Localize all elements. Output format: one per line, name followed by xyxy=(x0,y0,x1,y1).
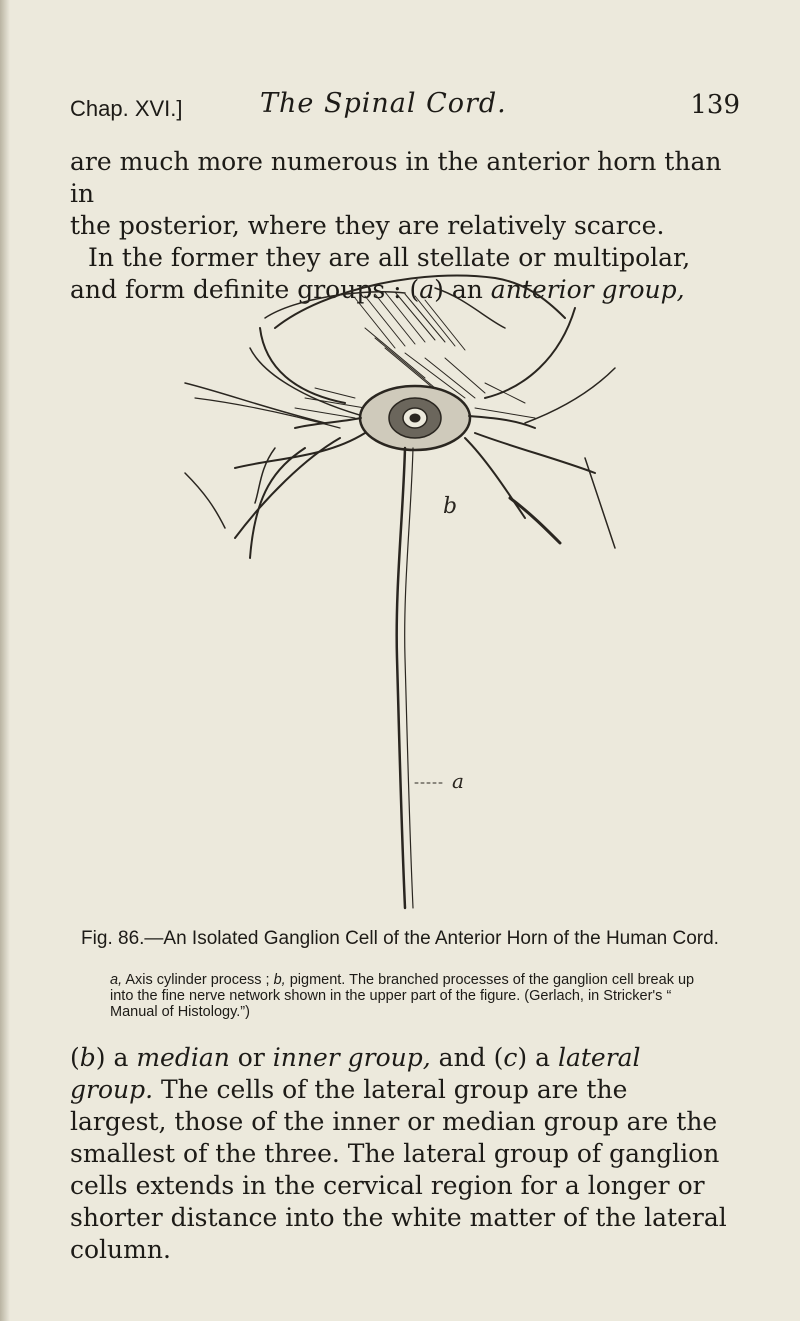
group-label-b: b xyxy=(79,1043,96,1072)
paragraph-bottom xyxy=(70,1042,730,1266)
text-fragment: ) a xyxy=(517,1043,558,1072)
page-edge-shadow xyxy=(0,0,10,1321)
text-fragment: or xyxy=(229,1043,273,1072)
page-number: 139 xyxy=(690,90,740,120)
figure-label-b: b xyxy=(443,494,458,519)
text-fragment: ( xyxy=(70,1043,80,1072)
text-fragment: and form definite groups : ( xyxy=(70,275,420,304)
text-line: are much more numerous in the anterior horn than in xyxy=(70,147,722,208)
text-block xyxy=(70,1042,730,1266)
text-line: the posterior, where they are relatively scarce. xyxy=(70,211,665,240)
term-median: median xyxy=(136,1043,230,1072)
running-header xyxy=(70,88,740,128)
text-fragment: and ( xyxy=(430,1043,504,1072)
text-fragment: The cells of the lateral group are the largest, those of the inner or median group are the smallest of the three. The lateral group of ganglion cells extends in the cervical region for a longer or shorter distance into the white matter of the lateral column. xyxy=(70,1075,727,1264)
group-label-a: a xyxy=(419,275,435,304)
text-fragment: ) a xyxy=(95,1043,137,1072)
term-anterior-group: anterior group, xyxy=(490,275,685,304)
ganglion-cell-illustration xyxy=(165,258,645,928)
group-label-c: c xyxy=(503,1043,518,1072)
figure-caption-body xyxy=(110,972,710,1020)
running-title: The Spinal Cord. xyxy=(260,88,507,119)
caption-label-a: a, xyxy=(110,972,123,988)
chapter-label: Chap. XVI.] xyxy=(70,96,183,121)
caption-text: Axis cylinder process ; xyxy=(122,972,274,988)
text-fragment: ) an xyxy=(434,275,491,304)
caption-label-b: b, xyxy=(273,972,286,988)
text-line: In the former they are all stellate or multipolar, xyxy=(88,243,691,272)
figure-caption-title: Fig. 86.—An Isolated Ganglion Cell of the Anterior Horn of the Human Cord. xyxy=(81,928,719,949)
figure-label-a: a xyxy=(452,769,464,793)
term-inner-group: inner group, xyxy=(272,1043,431,1072)
term-lateral-group: lateral group. xyxy=(70,1043,641,1104)
caption-text: pigment. The branched processes of the ganglion cell break up into the fine nerve network shown in the upper part of the figure. (Gerlach, in Stricker's “ Manual of Histology.”) xyxy=(110,972,695,1020)
